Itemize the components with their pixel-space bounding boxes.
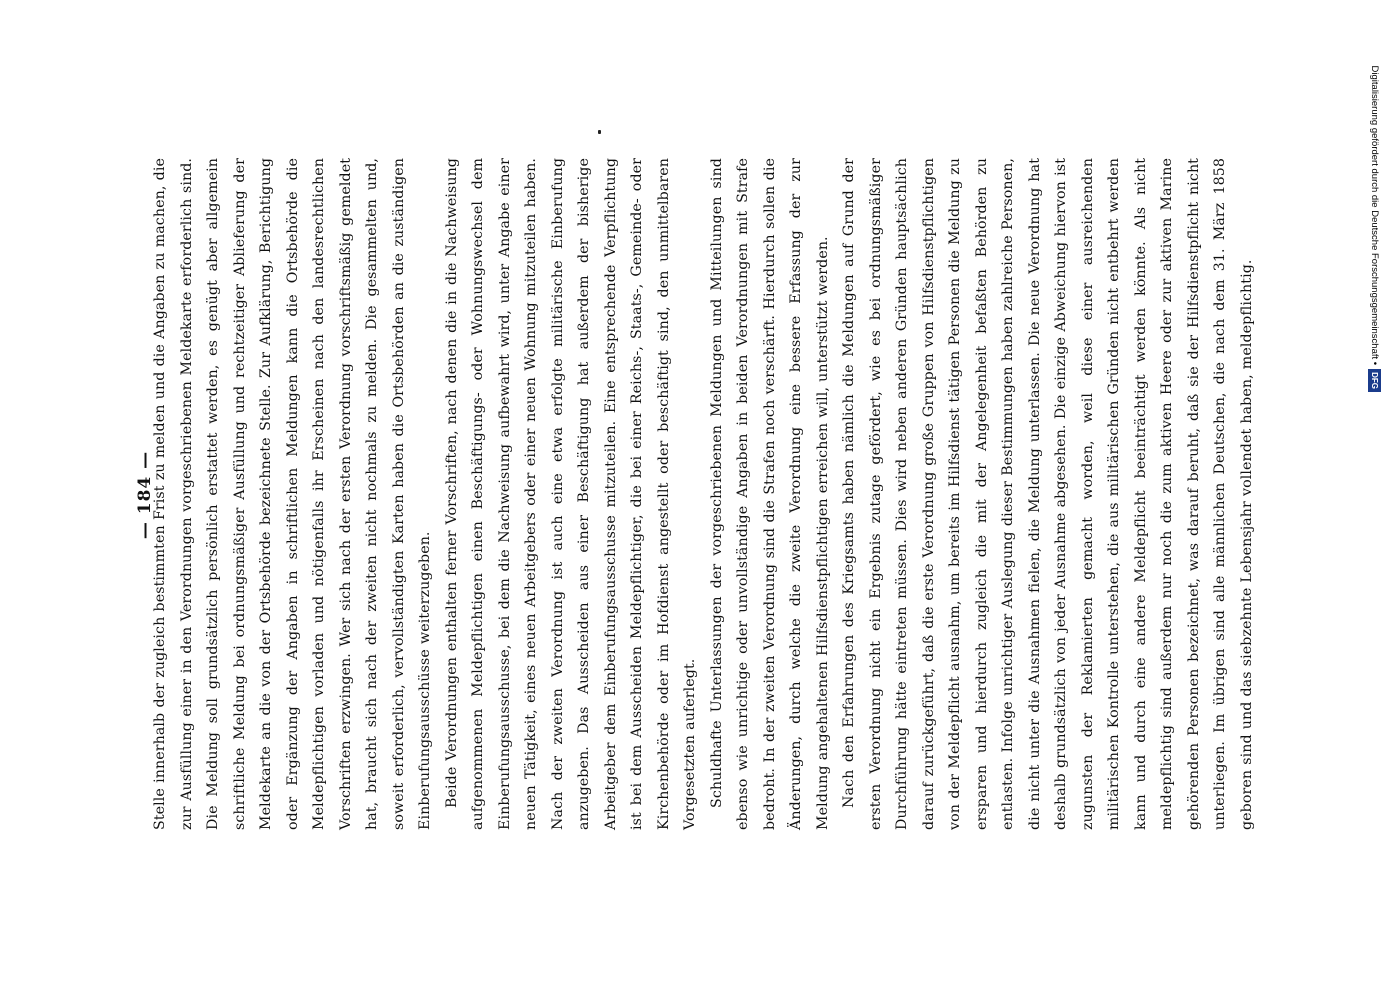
- page-number-header: — 184 —: [135, 450, 155, 540]
- rotated-page: [135, 150, 1255, 840]
- ink-speck: [598, 130, 601, 134]
- paragraph-4: Nach den Erfahrungen des Kriegsamts haben nämlich die Meldungen auf Grund der ersten Verordnung nicht ein Ergebnis zutage gefördert, wie es bei ordnungsmäßiger Durchführung hätte eintreten müssen. Dies wird neben anderen Gründen hauptsächlich darauf zurückgeführt, daß die erste Verordnung große Gruppen von Hilfsdienstpflichtigen von der Meldepflicht ausnahm, um bereits im Hilfsdienst tätigen Personen die Meldung zu ersparen und hierdurch zugleich die mit der Angelegenheit befaßten Behörden zu entlasten. Infolge unrichtiger Auslegung dieser Bestimmungen haben zahlreiche Personen, die nicht unter die Ausnahmen fielen, die Meldung unterlassen. Die neue Verordnung hat deshalb grundsätzlich von jeder Ausnahme abgesehen. Die einzige Abweichung hiervon ist zugunsten der Reklamierten gemacht worden, weil diese einer ausreichenden militärischen Kontrolle unterstehen, die aus militärischen Gründen nicht entbehrt werden kann und durch eine andere Meldepflicht beeinträchtigt werden könnte. Als nicht meldepflichtig sind außerdem nur noch die zum aktiven Heere oder zur aktiven Marine gehörenden Personen bezeichnet, was darauf beruht, daß sie der Hilfsdienstpflicht nicht unterliegen. Im übrigen sind alle männlichen Deutschen, die nach dem 31. März 1858 geboren sind und das siebzehnte Lebensjahr vollendet haben, meldepflichtig.: [841, 158, 1255, 830]
- dfg-logo-icon: DFG: [1369, 369, 1382, 392]
- body-text: [147, 158, 1260, 830]
- paragraph-2: Beide Verordnungen enthalten ferner Vorschriften, nach denen die in die Nachweisung aufgenommenen Meldepflichtigen einen Beschäftigungs- oder Wohnungswechsel dem Einberufungsausschusse, bei dem die Nachweisung aufbewahrt wird, unter Angabe einer neuen Tätigkeit, eines neuen Arbeitgebers oder einer neuen Wohnung mitzuteilen haben. Nach der zweiten Verordnung ist auch eine etwa erfolgte militärische Einberufung anzugeben. Das Ausscheiden aus einer Beschäftigung hat außerdem der bisherige Arbeitgeber dem Einberufungsausschusse mitzuteilen. Eine entsprechende Verpflichtung ist bei dem Ausscheiden Meldepflichtiger, die bei einer Reichs-, Staats-, Gemeinde- oder Kirchenbehörde oder im Hofdienst angestellt oder beschäftigt sind, den unmittelbaren Vorgesetzten auferlegt.: [443, 158, 698, 830]
- digitization-credit: [1367, 8, 1383, 392]
- paragraph-1: Stelle innerhalb der zugleich bestimmten Frist zu melden und die Angaben zu machen, die zur Ausfüllung einer in den Verordnungen vorgeschriebenen Meldekarte erforderlich sind. Die Meldung soll grundsätzlich persönlich erstattet werden, es genügt aber allgemein schriftliche Meldung bei ordnungsmäßiger Ausfüllung und rechtzeitiger Ablieferung der Meldekarte an die von der Ortsbehörde bezeichnete Stelle. Zur Aufklärung, Berichtigung oder Ergänzung der Angaben in schriftlichen Meldungen kann die Ortsbehörde die Meldepflichtigen vorladen und nötigenfalls ihr Erscheinen nach den landesrechtlichen Vorschriften erzwingen. Wer sich nach der ersten Verordnung vorschriftsmäßig gemeldet hat, braucht sich nach der zweiten nicht nochmals zu melden. Die gesammelten und, soweit erforderlich, vervollständigten Karten haben die Ortsbehörden an die zuständigen Einberufungsausschüsse weiterzugeben.: [152, 158, 433, 830]
- paragraph-3: Schuldhafte Unterlassungen der vorgeschriebenen Meldungen und Mitteilungen sind ebenso wie unrichtige oder unvollständige Angaben in beiden Verordnungen mit Strafe bedroht. In der zweiten Verordnung sind die Strafen noch verschärft. Hierdurch sollen die Änderungen, durch welche die zweite Verordnung eine bessere Erfassung der zur Meldung angehaltenen Hilfsdienstpflichtigen erreichen will, unterstützt werden.: [708, 158, 831, 830]
- page-content: [135, 150, 1255, 840]
- credit-text: Digitalisierung gefördert durch die Deutsche Forschungsgemeinschaft •: [1369, 65, 1381, 366]
